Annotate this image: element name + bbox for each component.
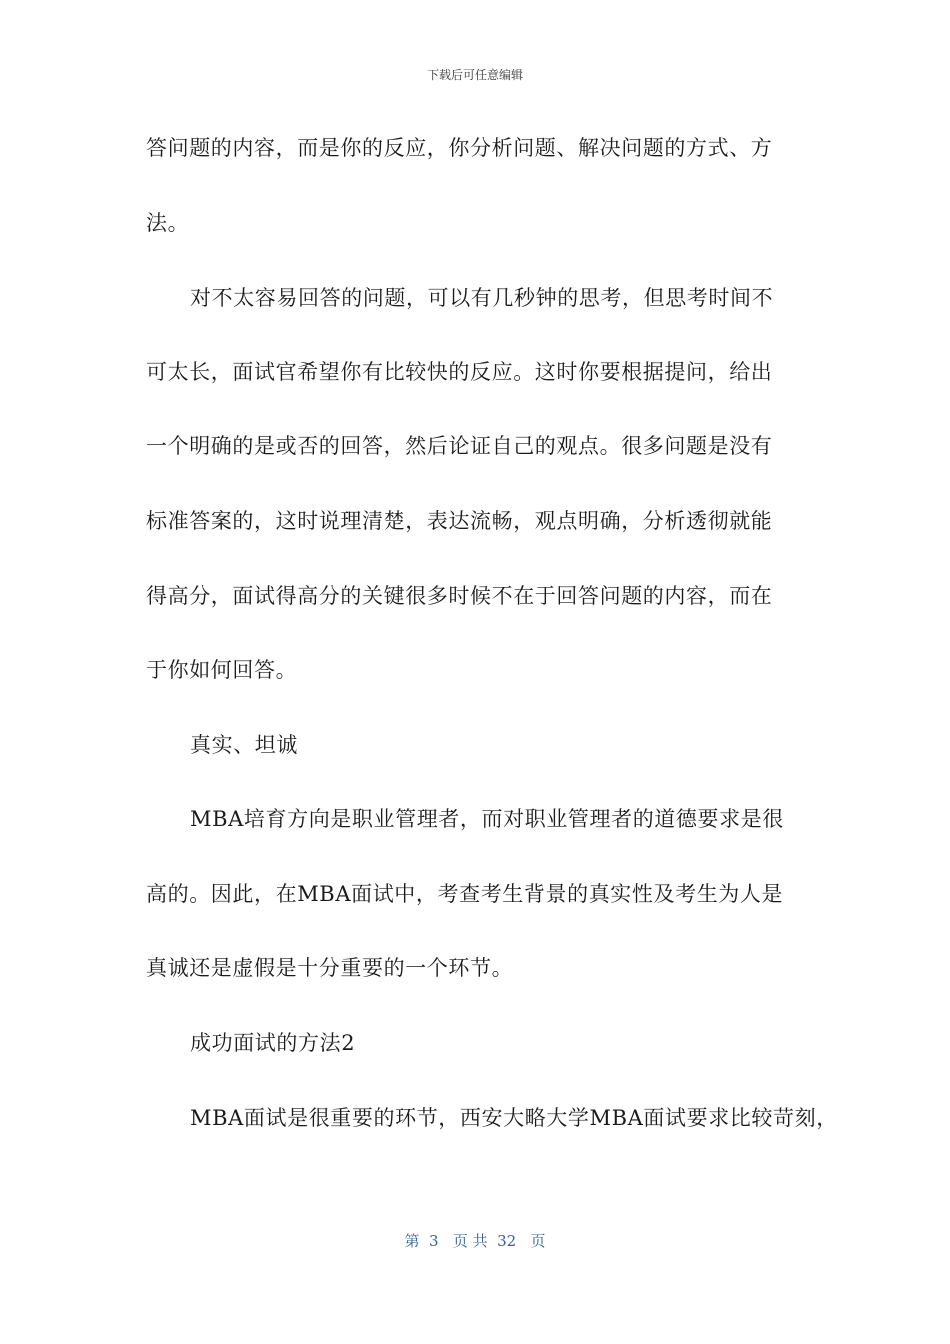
paragraph-line: 于你如何回答。: [146, 658, 298, 682]
page-header: 下载后可任意编辑: [426, 68, 523, 82]
paragraph-line: 标准答案的，这时说理清楚，表达流畅，观点明确，分析透彻就能: [146, 509, 773, 533]
paragraph-line: MBA培育方向是职业管理者，而对职业管理者的道德要求是很: [190, 807, 784, 831]
paragraph-line: 一个明确的是或否的回答，然后论证自己的观点。很多问题是没有: [146, 434, 773, 458]
paragraph-line: 法。: [146, 211, 190, 235]
paragraph-line: 高的。因此，在MBA面试中，考查考生背景的真实性及考生为人是: [146, 882, 784, 906]
section-heading: 成功面试的方法2: [190, 1031, 356, 1055]
section-heading: 真实、坦诚: [190, 733, 298, 757]
paragraph-line: 对不太容易回答的问题，可以有几秒钟的思考，但思考时间不: [190, 286, 774, 310]
page-footer: 第 3 页 共 32 页: [404, 1232, 546, 1250]
paragraph-line: 得高分，面试得高分的关键很多时候不在于回答问题的内容，而在: [146, 584, 773, 608]
paragraph-line: 真诚还是虚假是十分重要的一个环节。: [146, 956, 514, 980]
paragraph-line: 答问题的内容，而是你的反应，你分析问题、解决问题的方式、方: [146, 136, 773, 160]
paragraph-line: MBA面试是很重要的环节，西安大略大学MBA面试要求比较苛刻，: [190, 1106, 838, 1130]
paragraph-line: 可太长，面试官希望你有比较快的反应。这时你要根据提问，给出: [146, 360, 773, 384]
